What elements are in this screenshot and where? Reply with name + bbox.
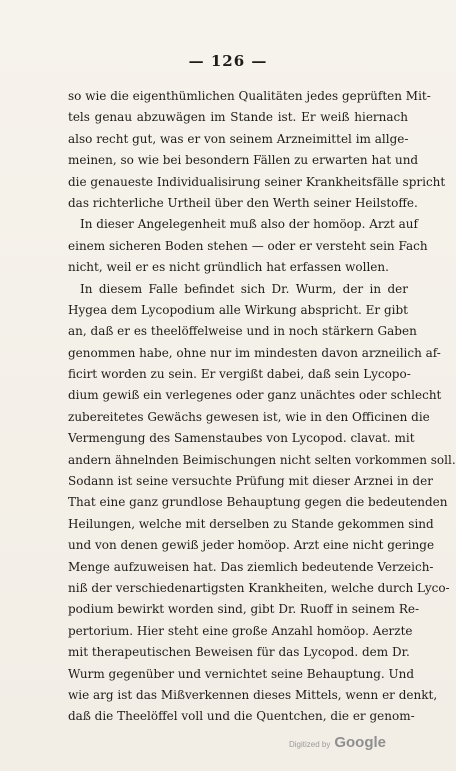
text-line: und von denen gewiß jeder homöop. Arzt eine nicht geringe xyxy=(68,538,435,553)
text-line: In dieser Angelegenheit muß also der homöop. Arzt auf xyxy=(80,217,418,232)
text-line: That eine ganz grundlose Behauptung gegen die bedeutenden xyxy=(68,495,448,510)
text-line: mit therapeutischen Beweisen für das Lycopod. dem Dr. xyxy=(68,645,410,660)
text-line: Wurm gegenüber und vernichtet seine Behauptung. Und xyxy=(68,666,415,681)
text-line: das richterliche Urtheil über den Werth seiner Heilstoffe. xyxy=(68,195,418,210)
text-line: Menge aufzuweisen hat. Das ziemlich bedeutende Verzeich- xyxy=(68,559,434,574)
google-logo: Google xyxy=(334,734,386,751)
watermark-prefix: Digitized by xyxy=(288,740,331,749)
text-line: meinen, so wie bei besondern Fällen zu erwarten hat und xyxy=(68,153,419,168)
text-line: nicht, weil er es nicht gründlich hat erfassen wollen. xyxy=(68,260,389,275)
text-line: so wie die eigenthümlichen Qualitäten jedes geprüften Mit- xyxy=(68,89,431,103)
text-line: In diesem Falle befindet sich Dr. Wurm, der in der xyxy=(80,281,408,296)
text-line: podium bewirkt worden sind, gibt Dr. Ruoff in seinem Re- xyxy=(68,602,420,617)
text-line: tels genau abzuwägen im Stande ist. Er weiß hiernach xyxy=(68,110,408,125)
text-line: andern ähnelnden Beimischungen nicht selten vorkommen soll. xyxy=(68,452,456,467)
text-line: zubereitetes Gewächs gewesen ist, wie in den Officinen die xyxy=(68,409,430,424)
page-number: — 126 — xyxy=(188,52,268,70)
text-line: wie arg ist das Mißverkennen dieses Mittels, wenn er denkt, xyxy=(68,687,438,702)
text-line: dium gewiß ein verlegenes oder ganz unächtes oder schlecht xyxy=(68,388,442,403)
text-line: Heilungen, welche mit derselben zu Stande gekommen sind xyxy=(68,516,434,531)
text-line: niß der verschiedenartigsten Krankheiten, welche durch Lyco- xyxy=(68,580,450,595)
text-line: an, daß er es theelöffelweise und in noch stärkern Gaben xyxy=(68,324,417,339)
text-line: die genaueste Individualisirung seiner Krankheitsfälle spricht xyxy=(68,174,446,189)
text-line: genommen habe, ohne nur im mindesten davon arzneilich af- xyxy=(68,345,441,360)
text-line: daß die Theelöffel voll und die Quentchen, die er genom- xyxy=(68,709,415,724)
text-line: also recht gut, was er von seinem Arzneimittel im allge- xyxy=(68,131,409,146)
text-line: einem sicheren Boden stehen — oder er versteht sein Fach xyxy=(68,238,428,253)
text-line: ficirt worden zu sein. Er vergißt dabei, daß sein Lycopo- xyxy=(68,367,411,382)
text-line: Sodann ist seine versuchte Prüfung mit dieser Arznei in der xyxy=(68,474,433,489)
body-text xyxy=(68,86,456,728)
digitized-watermark xyxy=(289,734,386,751)
text-line: Vermengung des Samenstaubes von Lycopod. clavat. mit xyxy=(68,431,415,446)
text-line: pertorium. Hier steht eine große Anzahl homöop. Aerzte xyxy=(68,623,413,638)
text-line: Hygea dem Lycopodium alle Wirkung abspricht. Er gibt xyxy=(68,302,408,317)
